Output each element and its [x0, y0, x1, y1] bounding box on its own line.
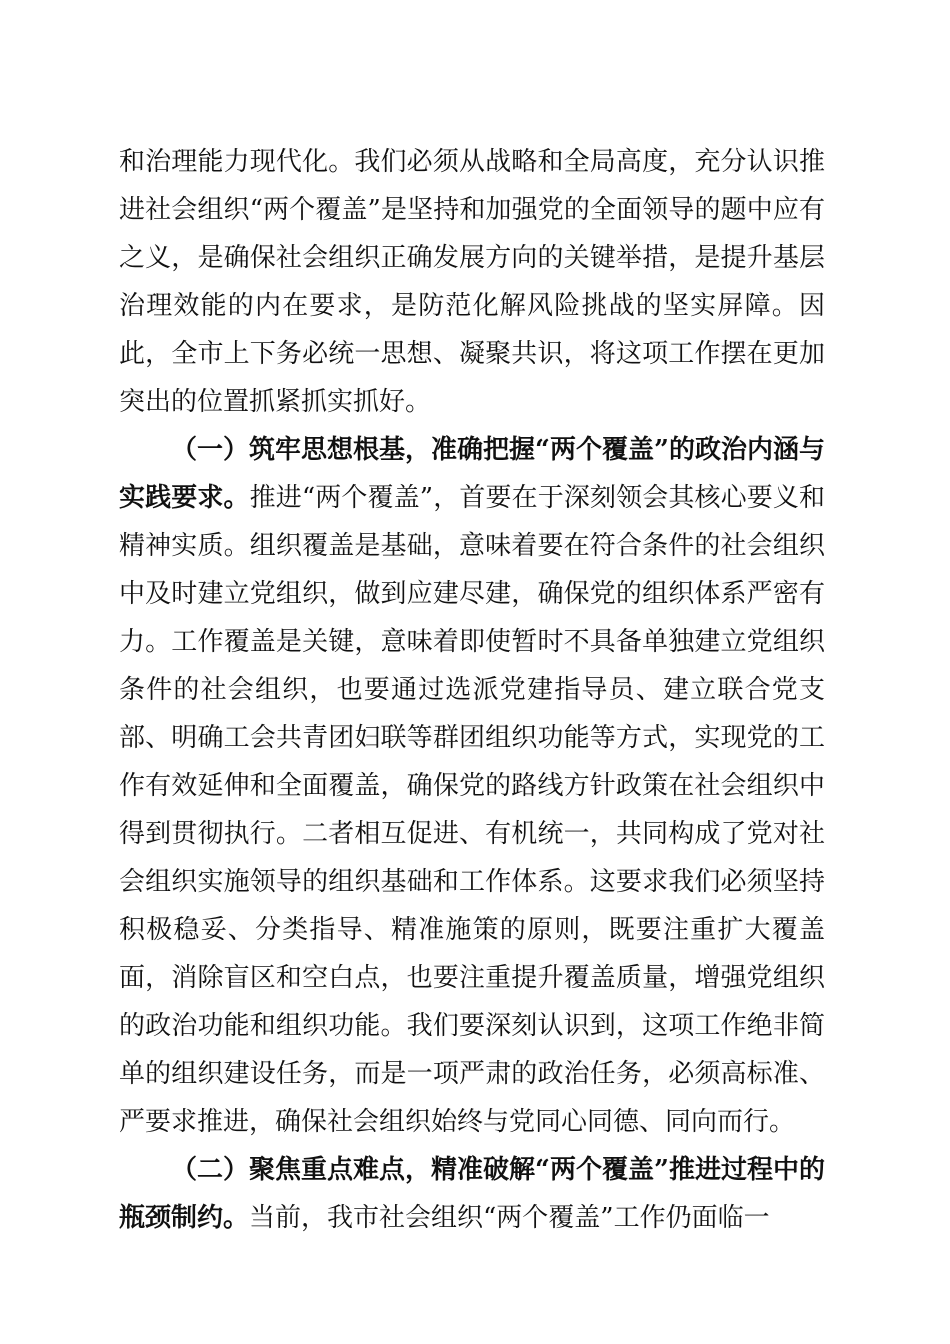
paragraph-intro: [119, 138, 825, 426]
paragraph-section-one: [119, 426, 825, 1146]
paragraph-section-two: [119, 1146, 825, 1242]
document-body: [119, 138, 825, 1242]
section-one-text: 推进“两个覆盖”，首要在于深刻领会其核心要义和精神实质。组织覆盖是基础，意味着要在符合条件的社会组织中及时建立党组织，做到应建尽建，确保党的组织体系严密有力。工作覆盖是关键，意味着即使暂时不具备单独建立党组织条件的社会组织，也要通过选派党建指导员、建立联合党支部、明确工会共青团妇联等群团组织功能等方式，实现党的工作有效延伸和全面覆盖，确保党的路线方针政策在社会组织中得到贯彻执行。二者相互促进、有机统一，共同构成了党对社会组织实施领导的组织基础和工作体系。这要求我们必须坚持积极稳妥、分类指导、精准施策的原则，既要注重扩大覆盖面，消除盲区和空白点，也要注重提升覆盖质量，增强党组织的政治功能和组织功能。我们要深刻认识到，这项工作绝非简单的组织建设任务，而是一项严肃的政治任务，必须高标准、严要求推进，确保社会组织始终与党同心同德、同向而行。: [119, 483, 825, 1137]
section-two-heading: （二）聚焦重点难点，精准破解“两个覆盖”推进过程中的瓶颈制约。: [119, 1155, 825, 1233]
section-one-heading: （一）筑牢思想根基，准确把握“两个覆盖”的政治内涵与实践要求。: [119, 435, 825, 513]
section-two-text: 当前，我市社会组织“两个覆盖”工作仍面临一: [249, 1203, 770, 1233]
paragraph-intro-text: 和治理能力现代化。我们必须从战略和全局高度，充分认识推进社会组织“两个覆盖”是坚持和加强党的全面领导的题中应有之义，是确保社会组织正确发展方向的关键举措，是提升基层治理效能的内在要求，是防范化解风险挑战的坚实屏障。因此，全市上下务必统一思想、凝聚共识，将这项工作摆在更加突出的位置抓紧抓实抓好。: [119, 147, 825, 417]
